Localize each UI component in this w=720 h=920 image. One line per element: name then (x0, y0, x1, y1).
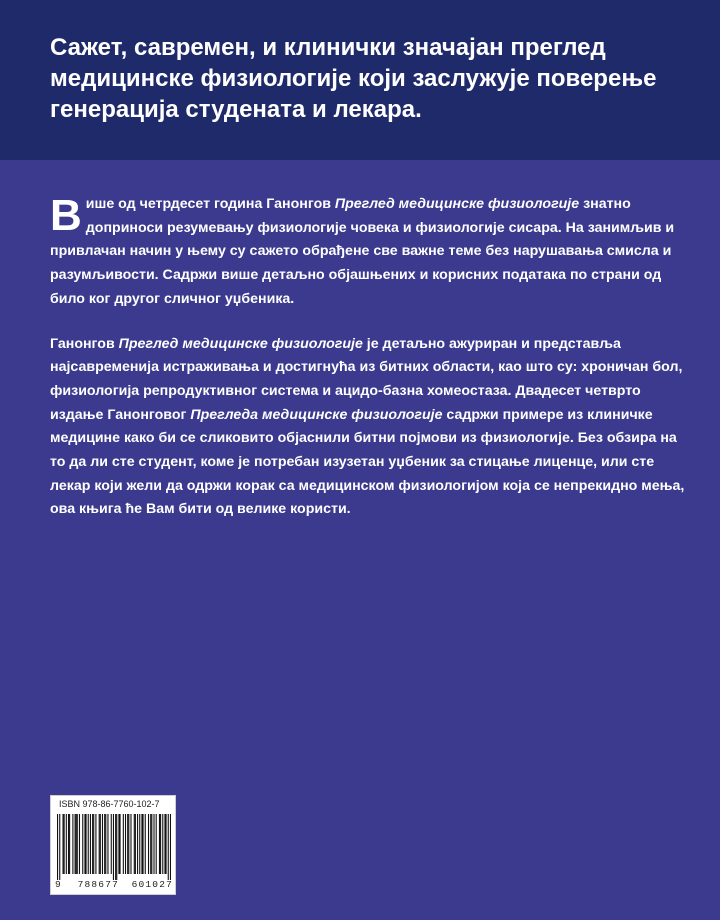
description-text (50, 193, 690, 522)
barcode-bar (84, 814, 85, 874)
book-title: Прегледа медицинске физиологије (190, 406, 443, 423)
barcode-bar (76, 814, 77, 874)
barcode-bar (72, 814, 73, 874)
drop-cap: В (50, 191, 82, 240)
barcode-bar (102, 814, 103, 874)
paragraph-2-text-c: садржи примере из клиничке медицине како би се сликовито објаснили битни појмови из физиологије. Без обзира на то да ли сте студент, коме је потребан изузетан уџбеник за стицање лиценце, или сте лекар који жели да одржи корак са медицинском физиологијом која се непрекидно мења, ова књига ће Вам бити од велике користи. (50, 406, 685, 518)
barcode-bar (170, 814, 171, 880)
barcode-bar (150, 814, 151, 874)
barcode-bar (135, 814, 136, 874)
barcode-bar (68, 814, 69, 874)
barcode-bar (104, 814, 105, 874)
isbn-label: ISBN 978-86-7760-102-7 (59, 799, 160, 809)
barcode-bar (127, 814, 128, 874)
barcode-bar (92, 814, 93, 874)
barcode-bar (90, 814, 91, 874)
book-title: Преглед медицинске физиологије (118, 335, 363, 352)
barcode-bar (119, 814, 120, 874)
barcode-bar (166, 814, 167, 874)
barcode-bar (79, 814, 80, 874)
barcode-bar (162, 814, 163, 874)
barcode-bar (57, 814, 58, 880)
barcode-bar (118, 814, 119, 874)
barcode-bar (64, 814, 65, 874)
barcode-bar (111, 814, 112, 874)
barcode-bar (100, 814, 101, 874)
book-title: Преглед медицинске физиологије (334, 196, 580, 212)
barcode-digit-group-2: 601027 (131, 879, 173, 890)
barcode-digit-lead: 9 (55, 879, 61, 890)
barcode-bar (113, 814, 114, 880)
barcode-bar (62, 814, 63, 874)
barcode-bar (123, 814, 124, 874)
barcode-bar (139, 814, 140, 874)
barcode-bar (141, 814, 142, 874)
barcode-bar (145, 814, 146, 874)
paragraph-1-text-a: ише од четрдесет година Ганонгов (85, 196, 335, 212)
barcode-bar (86, 814, 87, 874)
barcode-bar (107, 814, 108, 874)
barcode-bar (77, 814, 78, 874)
barcode-bar (168, 814, 169, 880)
barcode-bar (75, 814, 76, 874)
barcode-bar (66, 814, 67, 874)
barcode-bar (134, 814, 135, 874)
barcode-bar (95, 814, 96, 874)
barcode-bar (143, 814, 144, 874)
barcode-bar (88, 814, 89, 874)
barcode-bar (99, 814, 100, 874)
barcode-bar (116, 814, 117, 880)
paragraph-2 (50, 333, 690, 523)
barcode-bar (156, 814, 157, 874)
barcode-bar (128, 814, 129, 874)
barcode-bar (59, 814, 60, 880)
barcode-digits (55, 879, 173, 890)
barcode-bar (115, 814, 116, 880)
barcode-bar (93, 814, 94, 874)
headline: Сажет, савремен, и клинички значајан преглед медицинске физиологије који заслужује поверење генерација студената и лекара. (50, 34, 657, 123)
barcode-digit-group-1: 788677 (77, 879, 119, 890)
barcode-bar (137, 814, 138, 874)
paragraph-2-text-a: Ганонгов (50, 335, 119, 352)
barcode-bar (160, 814, 161, 874)
barcode-bar (164, 814, 165, 874)
paragraph-2-text-b: је детаљно ажуриран и представља најсавременија истраживања и достигнућа из битних области, као што су: хроничан бол, физиологија репродуктивног система и ацидо-базна хомеостаза. Двадесет четврто издање Ганонговог (50, 335, 683, 423)
barcode-bar (151, 814, 152, 874)
barcode-bar (130, 814, 131, 874)
barcode-bar (105, 814, 106, 874)
barcode-bar (69, 814, 70, 874)
barcode-bar (159, 814, 160, 874)
isbn-barcode (50, 795, 176, 895)
barcode-bar (148, 814, 149, 874)
barcode-bar (82, 814, 83, 874)
paragraph-1 (50, 193, 690, 312)
barcode-bar (125, 814, 126, 874)
barcode-bar (153, 814, 154, 874)
paragraph-1-text-b: знатно доприноси резумевању физиологије човека и физиологије сисара. На занимљив и привлачан начин у њему су сажето обрађене све важне теме без нарушавања смисла и разумљивости. Садржи више детаљно објашњених и корисних података по страни од било ког другог сличног уџбеника. (50, 196, 675, 307)
barcode-icon (57, 814, 171, 880)
